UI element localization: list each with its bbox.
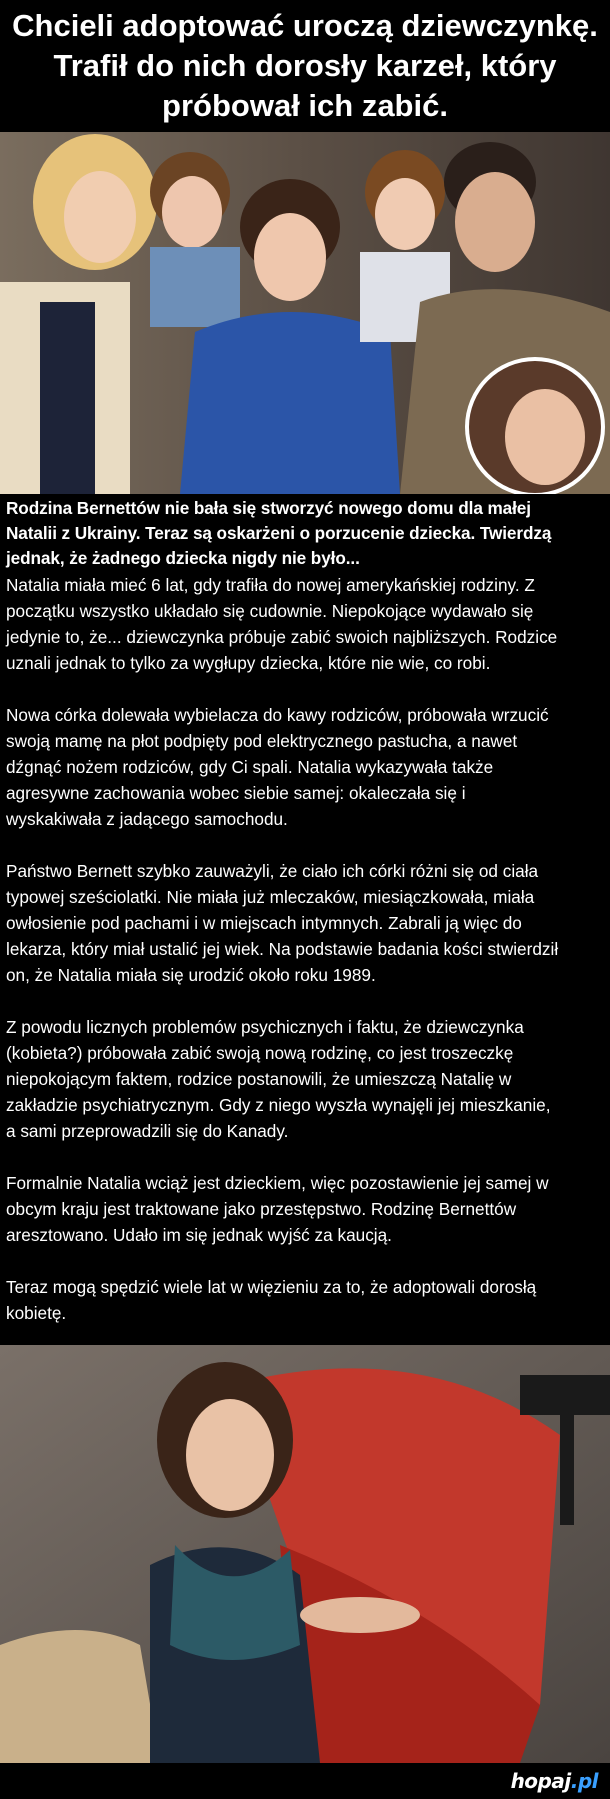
site-logo[interactable] xyxy=(511,1769,598,1793)
article-line: lekarza, który miał ustalić jej wiek. Na podstawie badania kości stwierdził xyxy=(6,939,559,959)
article-line: typowej sześciolatki. Nie miała już mleczaków, miesiączkowała, miała xyxy=(6,887,535,907)
family-photo xyxy=(0,132,610,494)
article-paragraph xyxy=(6,858,606,988)
lead-line: jednak, że żadnego dziecka nigdy nie było... xyxy=(6,548,360,568)
article-line: a sami przeprowadzili się do Kanady. xyxy=(6,1121,289,1141)
article-line: początku wszystko układało się cudownie. Niepokojące wydawało się xyxy=(6,601,534,621)
article-body xyxy=(6,572,606,1352)
lead-paragraph xyxy=(6,496,606,571)
lead-line: Natalii z Ukrainy. Teraz są oskarżeni o porzucenie dziecka. Twierdzą xyxy=(6,523,552,543)
article-line: aresztowano. Udało im się jednak wyjść za kaucją. xyxy=(6,1225,392,1245)
article-line: obcym kraju jest traktowane jako przestępstwo. Rodzinę Bernettów xyxy=(6,1199,517,1219)
article-line: on, że Natalia miała się urodzić około roku 1989. xyxy=(6,965,376,985)
article-line: uznali jednak to tylko za wygłupy dziecka, które nie wie, co robi. xyxy=(6,653,491,673)
article-line: swoją mamę na płot podpięty pod elektrycznego pastucha, a nawet xyxy=(6,731,518,751)
article-paragraph xyxy=(6,1274,606,1326)
article-line: Państwo Bernett szybko zauważyli, że ciało ich córki różni się od ciała xyxy=(6,861,539,881)
article-line: zakładzie psychiatrycznym. Gdy z niego wyszła wynajęli jej mieszkanie, xyxy=(6,1095,551,1115)
article-line: wyskakiwała z jadącego samochodu. xyxy=(6,809,288,829)
article-line: Teraz mogą spędzić wiele lat w więzieniu za to, że adoptowali dorosłą xyxy=(6,1277,537,1297)
article-line: kobietę. xyxy=(6,1303,67,1323)
family-photo-illustration xyxy=(0,132,610,494)
article-paragraph xyxy=(6,1170,606,1248)
girl-photo-illustration xyxy=(0,1345,610,1763)
article-line: jedynie to, że... dziewczynka próbuje zabić swoich najbliższych. Rodzice xyxy=(6,627,558,647)
article-line: Z powodu licznych problemów psychicznych i faktu, że dziewczynka xyxy=(6,1017,524,1037)
article-line: Formalnie Natalia wciąż jest dzieckiem, więc pozostawienie jej samej w xyxy=(6,1173,549,1193)
article-paragraph xyxy=(6,1014,606,1144)
footer xyxy=(0,1763,610,1799)
article-line: dźgnąć nożem rodziców, gdy Ci spali. Natalia wykazywała także xyxy=(6,757,494,777)
article-paragraph xyxy=(6,572,606,676)
lead-line: Rodzina Bernettów nie bała się stworzyć nowego domu dla małej xyxy=(6,498,531,518)
headline-line: próbował ich zabić. xyxy=(162,88,448,123)
article-line: owłosienie pod pachami i w miejscach intymnych. Zabrali ją więc do xyxy=(6,913,522,933)
article-line: Natalia miała mieć 6 lat, gdy trafiła do nowej amerykańskiej rodziny. Z xyxy=(6,575,535,595)
article-line: (kobieta?) próbowała zabić swoją nową rodzinę, co jest troszeczkę xyxy=(6,1043,514,1063)
girl-photo xyxy=(0,1345,610,1763)
headline-line: Trafił do nich dorosły karzeł, który xyxy=(53,48,557,83)
article-line: agresywne zachowania wobec siebie samej: okaleczała się i xyxy=(6,783,466,803)
headline xyxy=(0,0,610,132)
brand-tld: .pl xyxy=(570,1769,598,1793)
article-line: niepokojącym faktem, rodzice postanowili, że umieszczą Natalię w xyxy=(6,1069,512,1089)
headline-line: Chcieli adoptować uroczą dziewczynkę. xyxy=(12,8,598,43)
brand-name: hopaj xyxy=(510,1769,571,1793)
article-paragraph xyxy=(6,702,606,832)
article-line: Nowa córka dolewała wybielacza do kawy rodziców, próbowała wrzucić xyxy=(6,705,549,725)
